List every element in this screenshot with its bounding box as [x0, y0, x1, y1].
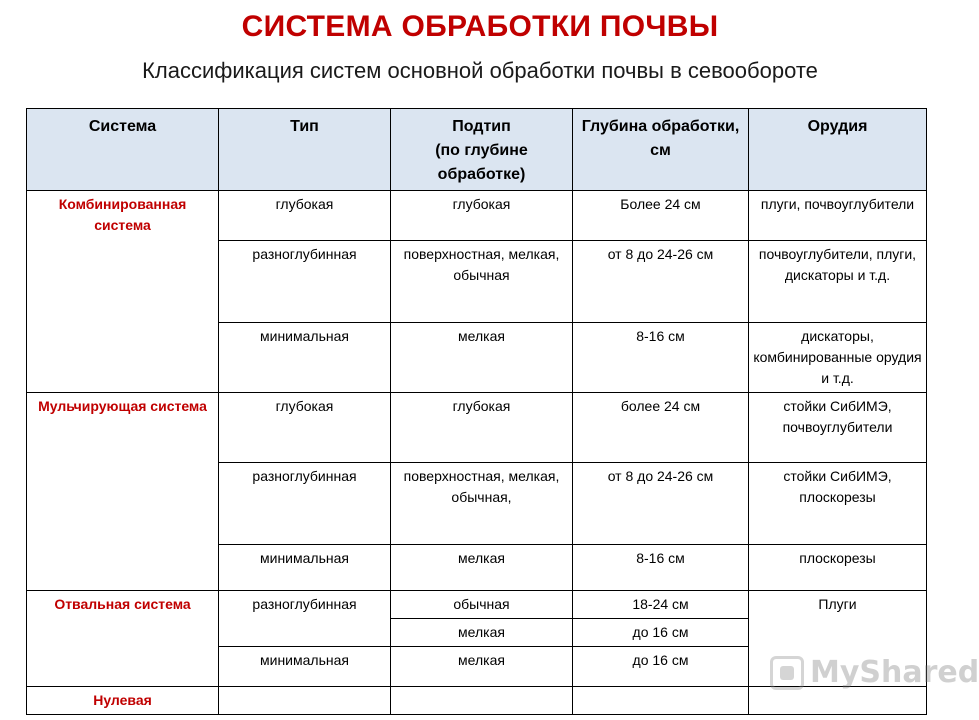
cell-type: минимальная [219, 545, 391, 591]
system-zero: Нулевая [27, 687, 219, 715]
watermark-text: MyShared [810, 655, 979, 690]
cell-subtype: глубокая [391, 393, 573, 463]
cell-type: разноглубинная [219, 463, 391, 545]
table-row [27, 687, 927, 715]
cell-empty [749, 687, 927, 715]
header-tools: Орудия [749, 109, 927, 191]
cell-type: разноглубинная [219, 241, 391, 323]
cell-empty [391, 687, 573, 715]
cell-subtype: обычная [391, 591, 573, 619]
cell-tools: дискаторы, комбинированные орудия и т.д. [749, 323, 927, 393]
cell-tools: плоскорезы [749, 545, 927, 591]
cell-type: глубокая [219, 191, 391, 241]
page-subtitle: Классификация систем основной обработки почвы в севообороте [142, 58, 818, 83]
cell-subtype: мелкая [391, 647, 573, 687]
cell-empty [219, 687, 391, 715]
page-title: СИСТЕМА ОБРАБОТКИ ПОЧВЫ [241, 10, 719, 43]
cell-subtype: мелкая [391, 323, 573, 393]
cell-depth: 8-16 см [573, 323, 749, 393]
cell-depth: Более 24 см [573, 191, 749, 241]
table-header-row [27, 109, 927, 191]
header-system: Система [27, 109, 219, 191]
cell-tools: Плуги [749, 591, 927, 687]
header-subtype [391, 109, 573, 191]
watermark [770, 655, 979, 690]
system-combined: Комбинированная система [27, 191, 219, 393]
cell-depth: до 16 см [573, 619, 749, 647]
table-row [27, 191, 927, 241]
cell-depth: более 24 см [573, 393, 749, 463]
cell-subtype: глубокая [391, 191, 573, 241]
cell-type: минимальная [219, 323, 391, 393]
header-subtype-line3: обработке) [437, 166, 526, 183]
cell-type: глубокая [219, 393, 391, 463]
myshared-logo-icon [770, 656, 804, 690]
cell-tools: стойки СибИМЭ, почвоуглубители [749, 393, 927, 463]
table-row [27, 591, 927, 619]
cell-depth: до 16 см [573, 647, 749, 687]
cell-depth: 8-16 см [573, 545, 749, 591]
cell-depth: от 8 до 24-26 см [573, 241, 749, 323]
tillage-systems-table [26, 108, 927, 715]
cell-depth: от 8 до 24-26 см [573, 463, 749, 545]
header-subtype-line1: Подтип [452, 118, 511, 135]
cell-subtype: поверхностная, мелкая, обычная, [391, 463, 573, 545]
cell-type: разноглубинная [219, 591, 391, 647]
cell-tools: плуги, почвоуглубители [749, 191, 927, 241]
table-row [27, 393, 927, 463]
cell-subtype: мелкая [391, 619, 573, 647]
cell-tools: стойки СибИМЭ, плоскорезы [749, 463, 927, 545]
cell-subtype: поверхностная, мелкая, обычная [391, 241, 573, 323]
cell-type: минимальная [219, 647, 391, 687]
system-moldboard: Отвальная система [27, 591, 219, 687]
header-subtype-line2: (по глубине [435, 142, 528, 159]
cell-depth: 18-24 см [573, 591, 749, 619]
system-mulch: Мульчирующая система [27, 393, 219, 591]
cell-subtype: мелкая [391, 545, 573, 591]
header-depth: Глубина обработки, см [573, 109, 749, 191]
cell-empty [573, 687, 749, 715]
header-type: Тип [219, 109, 391, 191]
cell-tools: почвоуглубители, плуги, дискаторы и т.д. [749, 241, 927, 323]
